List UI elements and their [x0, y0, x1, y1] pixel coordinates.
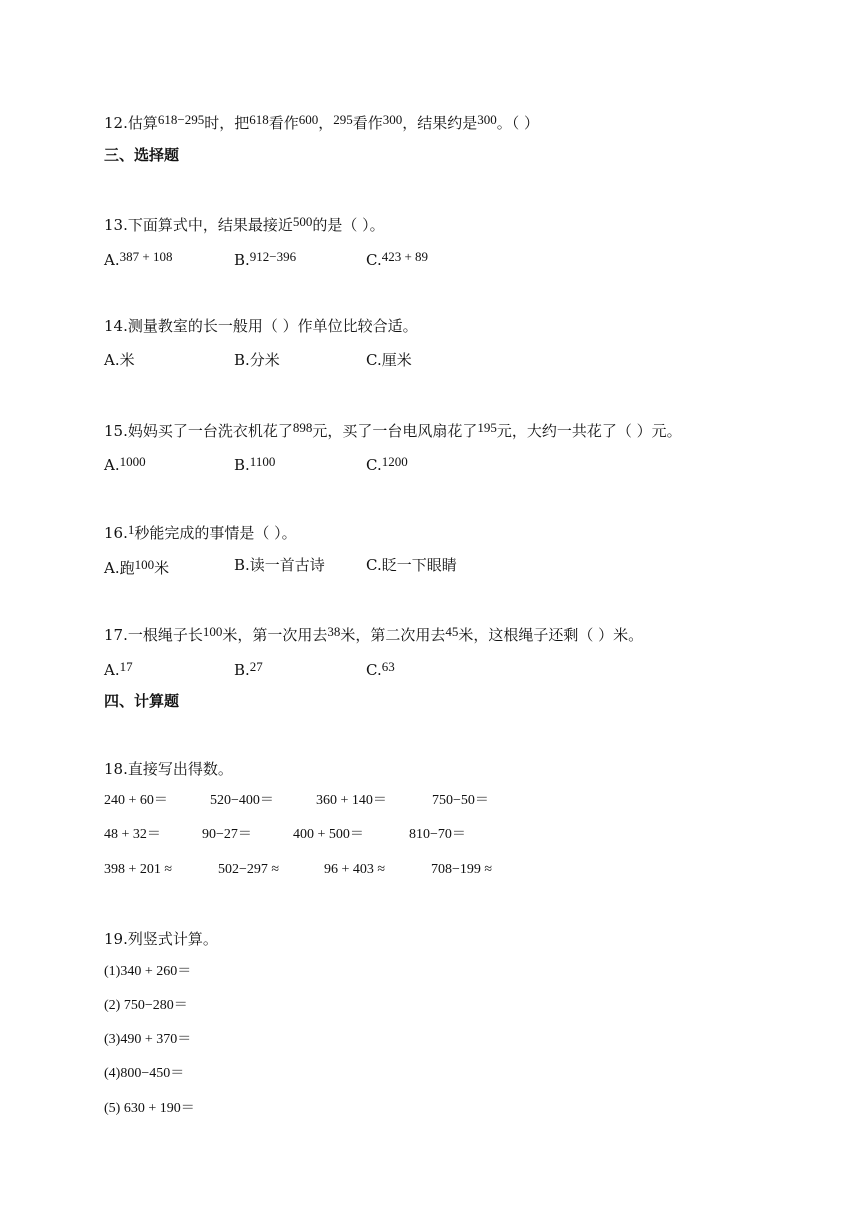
q14-option-a[interactable] — [104, 350, 135, 370]
q15-answer-blank: 元，大约一共花了（ ）元。 — [496, 422, 682, 440]
q17-answer-blank: 米，这根绳子还剩（ ）米。 — [458, 626, 644, 644]
option-letter: B. — [234, 456, 250, 474]
q13-prefix: 13.下面算式中，结果最接近 — [104, 216, 293, 234]
option-letter: C. — [366, 456, 382, 474]
calc-item: 398 + 201 ≈ — [104, 862, 173, 877]
calc-item: 520−400＝ — [210, 793, 274, 808]
option-number: 100 — [134, 557, 155, 572]
q12-text-3: ， — [318, 114, 334, 132]
vertical-calc-item: (5) 630 + 190＝ — [104, 1101, 195, 1116]
option-value: 1100 — [249, 454, 276, 469]
option-letter: A. — [104, 456, 120, 474]
option-value: 1000 — [119, 454, 146, 469]
calc-item: 90−27＝ — [202, 827, 252, 842]
calc-item: 48 + 32＝ — [104, 827, 161, 842]
q12-number-1: 618 — [249, 112, 269, 127]
q15-option-b[interactable] — [234, 452, 275, 475]
q13-option-b[interactable] — [234, 247, 296, 270]
q15-number-1: 898 — [292, 420, 313, 435]
vertical-calc-item: (4)800−450＝ — [104, 1066, 185, 1081]
option-value: 63 — [381, 659, 395, 674]
q15-number-2: 195 — [477, 420, 497, 435]
question-12 — [104, 110, 539, 133]
q16-option-c[interactable] — [366, 555, 457, 575]
option-value: 1200 — [381, 454, 408, 469]
q12-text-2: 看作 — [268, 114, 299, 132]
q13-answer-blank: 的是（ ）。 — [312, 216, 385, 234]
q15-prefix: 15.妈妈买了一台洗衣机花了 — [104, 422, 293, 440]
option-letter: B. — [234, 351, 250, 369]
option-value: 眨一下眼睛 — [381, 556, 457, 574]
option-unit: 米 — [154, 559, 170, 577]
option-letter: B. — [234, 251, 250, 269]
q15-text-mid: 元，买了一台电风扇花了 — [312, 422, 478, 440]
calc-item: 750−50＝ — [432, 793, 489, 808]
q12-number-5: 300 — [477, 112, 497, 127]
q17-option-a[interactable] — [104, 657, 133, 680]
q12-answer-blank: 。（ ） — [496, 114, 540, 132]
q12-expression: 618−295 — [157, 112, 205, 127]
q12-number-3: 295 — [333, 112, 353, 127]
q14-option-b[interactable] — [234, 350, 280, 370]
question-13 — [104, 212, 385, 235]
option-letter: B. — [234, 661, 250, 679]
q15-option-c[interactable] — [366, 452, 408, 475]
option-letter: C. — [366, 351, 382, 369]
vertical-calc-item: (3)490 + 370＝ — [104, 1032, 192, 1047]
option-letter: A. — [104, 351, 120, 369]
q17-text-1: 米，第一次用去 — [222, 626, 328, 644]
calc-item: 96 + 403 ≈ — [324, 862, 386, 877]
q16-answer-blank: 秒能完成的事情是（ ）。 — [134, 524, 297, 542]
option-letter: A. — [104, 251, 120, 269]
calc-item: 240 + 60＝ — [104, 793, 168, 808]
q12-text-4: 看作 — [352, 114, 383, 132]
option-letter: A. — [104, 559, 120, 577]
question-19-title: 19.列竖式计算。 — [104, 930, 218, 948]
q12-text-5: ，结果约是 — [402, 114, 478, 132]
option-value: 米 — [119, 351, 135, 369]
calc-item: 708−199 ≈ — [431, 862, 493, 877]
q13-number: 500 — [292, 214, 313, 229]
q17-option-b[interactable] — [234, 657, 263, 680]
q17-option-c[interactable] — [366, 657, 395, 680]
q14-option-c[interactable] — [366, 350, 412, 370]
option-value: 912−396 — [249, 249, 297, 264]
option-letter: C. — [366, 661, 382, 679]
q12-prefix: 12.估算 — [104, 114, 158, 132]
section-4-heading: 四、计算题 — [104, 692, 180, 710]
calc-item: 810−70＝ — [409, 827, 466, 842]
option-value: 17 — [119, 659, 133, 674]
option-letter: C. — [366, 556, 382, 574]
q17-text-2: 米，第二次用去 — [340, 626, 446, 644]
q15-option-a[interactable] — [104, 452, 146, 475]
option-letter: A. — [104, 661, 120, 679]
vertical-calc-item: (1)340 + 260＝ — [104, 964, 192, 979]
option-value: 分米 — [249, 351, 280, 369]
q17-number-1: 100 — [202, 624, 223, 639]
calc-item: 400 + 500＝ — [293, 827, 364, 842]
q16-prefix: 16. — [104, 524, 128, 542]
option-value: 读一首古诗 — [249, 556, 325, 574]
q16-option-a[interactable] — [104, 555, 169, 578]
q16-option-b[interactable] — [234, 555, 325, 575]
q12-number-4: 300 — [382, 112, 403, 127]
question-15 — [104, 418, 682, 441]
option-text: 跑 — [119, 559, 135, 577]
option-value: 423 + 89 — [381, 249, 429, 264]
q13-option-c[interactable] — [366, 247, 428, 270]
q17-prefix: 17.一根绳子长 — [104, 626, 203, 644]
vertical-calc-item: (2) 750−280＝ — [104, 998, 188, 1013]
question-14: 14.测量教室的长一般用（ ）作单位比较合适。 — [104, 317, 418, 335]
option-letter: B. — [234, 556, 250, 574]
question-16 — [104, 520, 297, 543]
question-18-title: 18.直接写出得数。 — [104, 760, 233, 778]
section-3-heading: 三、选择题 — [104, 146, 180, 164]
calc-item: 360 + 140＝ — [316, 793, 387, 808]
q13-option-a[interactable] — [104, 247, 172, 270]
option-value: 387 + 108 — [119, 249, 173, 264]
q17-number-2: 38 — [327, 624, 341, 639]
q17-number-3: 45 — [445, 624, 459, 639]
calc-item: 502−297 ≈ — [218, 862, 280, 877]
option-value: 27 — [249, 659, 263, 674]
q12-text-1: 时，把 — [204, 114, 250, 132]
question-17 — [104, 622, 643, 645]
option-value: 厘米 — [381, 351, 412, 369]
option-letter: C. — [366, 251, 382, 269]
q12-number-2: 600 — [298, 112, 319, 127]
q16-number: 1 — [127, 522, 135, 537]
